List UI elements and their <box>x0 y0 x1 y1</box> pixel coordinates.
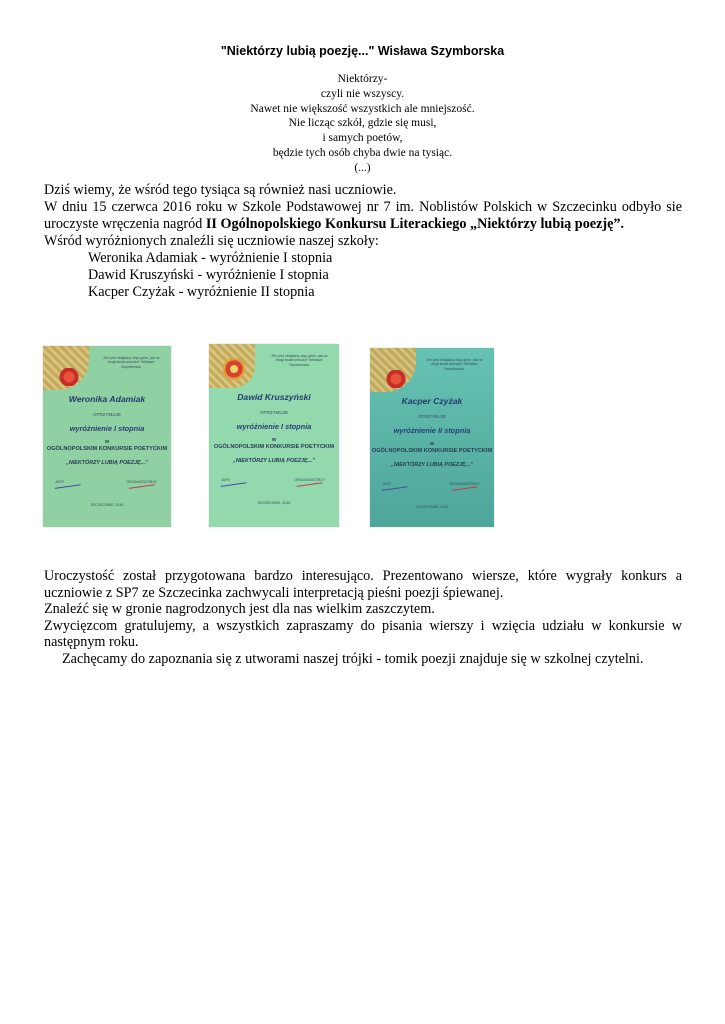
poem-line: czyli nie wszyscy. <box>320 87 405 100</box>
winner-item: Dawid Kruszyński - wyróżnienie I stopnia <box>88 267 329 283</box>
diploma-photo-kruszynski <box>209 344 339 527</box>
winners-heading: Wśród wyróżnionych znaleźli się uczniowie naszej szkoły: <box>44 233 379 249</box>
heart-ornament-icon <box>386 370 406 388</box>
diploma-w: W <box>429 441 435 446</box>
winner-item: Weronika Adamiak - wyróżnienie I stopnia <box>88 250 333 266</box>
diploma-contest-title: „NIEKTÓRZY LUBIĄ POEZJĘ...” <box>233 458 315 464</box>
diploma-award: wyróżnienie I stopnia <box>236 422 312 431</box>
outro-paragraph: Zwycięzcom gratulujemy, a wszystkich zapraszamy do pisania wierszy i wzięcia udziału w konkursie w następnym roku. <box>44 617 682 651</box>
diploma-contest-title: „NIEKTÓRZY LUBIĄ POEZJĘ...” <box>66 460 148 466</box>
intro-line: Dziś wiemy, że wśród tego tysiąca są również nasi uczniowie. <box>44 182 397 198</box>
poem-line: Nawet nie większość wszystkich ale mniejszość. <box>250 102 475 115</box>
diploma-date: SZCZECINEK, 2016 <box>257 501 291 505</box>
diploma-jury: JURY <box>221 478 231 482</box>
signature-mark <box>382 486 408 495</box>
diploma-date: SZCZECINEK, 2016 <box>90 503 124 507</box>
outro-paragraph: Znaleźć się w gronie nagrodzonych jest dla nas wielkim zaszczytem. <box>44 601 435 618</box>
flower-ornament-icon <box>223 358 245 380</box>
diploma-photo-czyzak <box>370 348 494 527</box>
diploma-award: wyróżnienie II stopnia <box>393 426 471 435</box>
signature-mark <box>55 484 81 493</box>
diploma-name: Kacper Czyżak <box>401 396 463 406</box>
page-title: "Niektórzy lubią poezję..." Wisława Szymborska <box>220 44 505 58</box>
intro-paragraph-text: W dniu 15 czerwca 2016 roku w Szkole Podstawowej nr 7 im. Noblistów Polskich w Szczecinku odbyło sie uroczyste wręczenia nagród <box>44 199 682 232</box>
signature-mark <box>452 486 478 495</box>
intro-section <box>44 182 682 301</box>
diploma-w: W <box>271 437 277 442</box>
poem-line: (...) <box>354 161 371 174</box>
signature-mark <box>129 484 155 493</box>
diploma-contest: OGÓLNOPOLSKIM KONKURSIE POETYCKIM <box>371 448 493 454</box>
diploma-receives: OTRZYMUJE <box>417 414 447 419</box>
diploma-w: W <box>104 439 110 444</box>
diploma-organizers: ORGANIZATORZY <box>449 482 480 486</box>
diploma-quote: „Ten jest zbłąkany więc ginie, jak na drugi świat wchodzi” Wisława Szymborska <box>270 354 328 367</box>
diploma-name: Weronika Adamiak <box>68 394 146 404</box>
diploma-jury: JURY <box>382 482 392 486</box>
signature-mark <box>297 482 323 491</box>
heart-ornament-icon <box>59 368 79 386</box>
poem-line: i samych poetów, <box>322 132 403 145</box>
diploma-name: Dawid Kruszyński <box>237 392 311 402</box>
diploma-receives: OTRZYMUJE <box>259 410 289 415</box>
diploma-jury: JURY <box>55 480 65 484</box>
diploma-photo-adamiak <box>43 346 171 527</box>
outro-paragraph: Zachęcamy do zapoznania się z utworami naszej trójki - tomik poezji znajduje się w szkolnej czytelni. <box>62 650 644 667</box>
poem-line: będzie tych osób chyba dwie na tysiąc. <box>272 146 453 159</box>
diploma-contest: OGÓLNOPOLSKIM KONKURSIE POETYCKIM <box>213 444 335 450</box>
diploma-award: wyróżnienie I stopnia <box>69 424 145 433</box>
intro-paragraph <box>44 199 682 233</box>
poem-quote <box>0 72 725 176</box>
poem-line: Niektórzy- <box>337 73 388 85</box>
outro-section <box>44 568 682 668</box>
diploma-contest: OGÓLNOPOLSKIM KONKURSIE POETYCKIM <box>46 446 168 452</box>
poem-line: Nie licząc szkół, gdzie się musi, <box>288 117 437 130</box>
diploma-organizers: ORGANIZATORZY <box>294 478 325 482</box>
signature-mark <box>221 482 247 491</box>
winner-item: Kacper Czyżak - wyróżnienie II stopnia <box>88 284 315 300</box>
diploma-contest-title: „NIEKTÓRZY LUBIĄ POEZJĘ...” <box>391 462 473 468</box>
contest-name: II Ogólnopolskiego Konkursu Literackiego „Niektórzy lubią poezję”. <box>205 216 625 232</box>
diploma-quote: „Ten jest zbłąkany więc ginie, jak na drugi świat wchodzi” Wisława Szymborska <box>425 358 483 371</box>
diploma-organizers: ORGANIZATORZY <box>126 480 157 484</box>
diploma-quote: „Ten jest zbłąkany więc ginie, jak na drugi świat wchodzi” Wisława Szymborska <box>102 356 160 369</box>
outro-paragraph: Uroczystość został przygotowana bardzo interesująco. Prezentowano wiersze, które wygrały konkurs a uczniowie z SP7 ze Szczecinka zachwycali interpretacją pieśni poezji śpiewanej. <box>44 568 682 601</box>
diploma-date: SZCZECINEK, 2016 <box>415 505 449 509</box>
diploma-receives: OTRZYMUJE <box>92 412 122 417</box>
